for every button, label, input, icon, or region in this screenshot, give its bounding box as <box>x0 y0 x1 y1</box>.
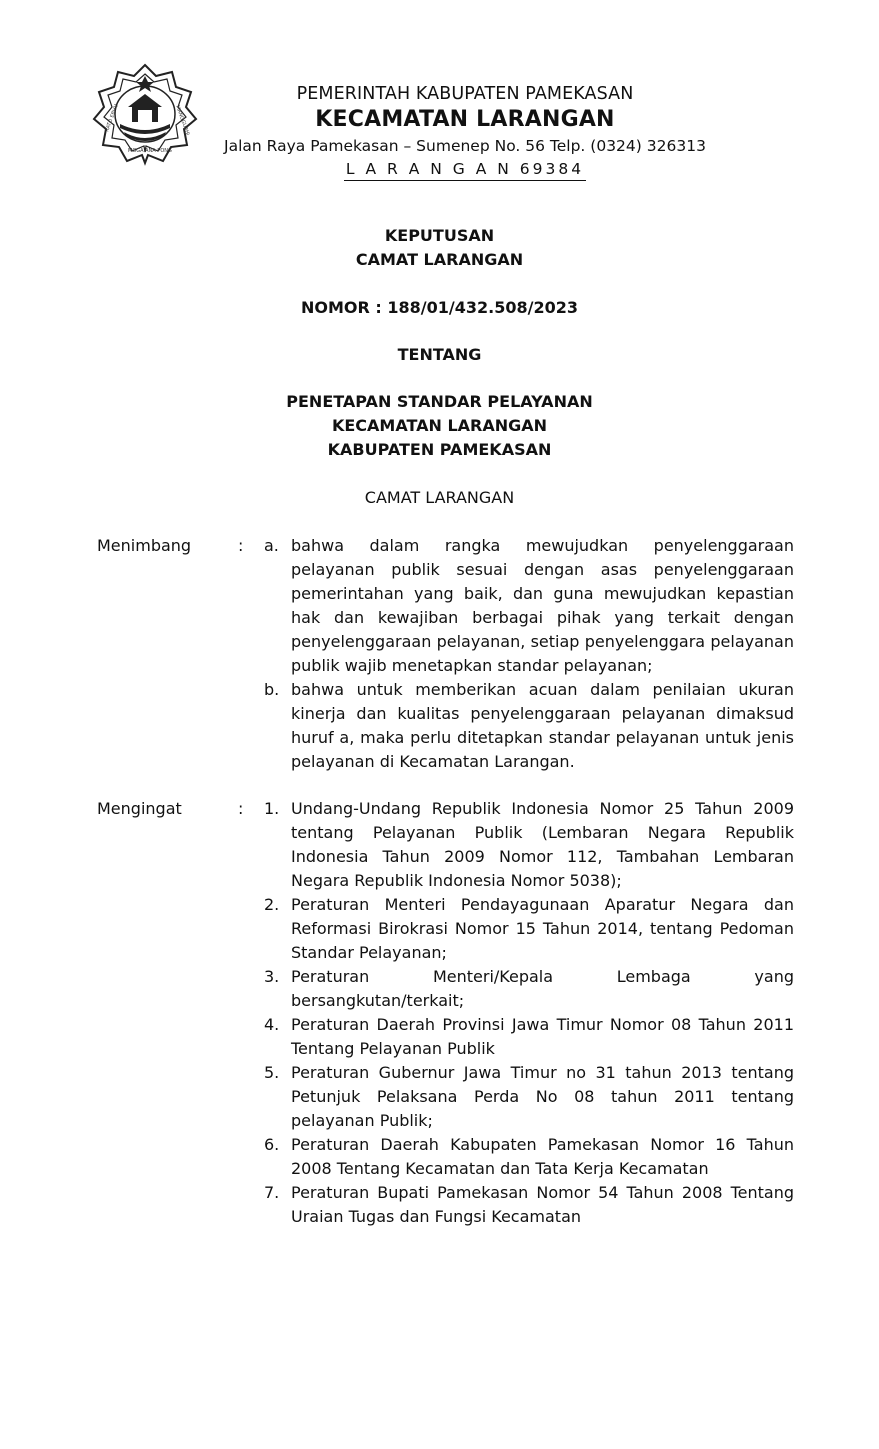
svg-text:RATO EBHU: RATO EBHU <box>104 103 120 133</box>
list-item-text: Peraturan Gubernur Jawa Timur no 31 tahun 2013 tentang Petunjuk Pelaksana Perda No 08 tahun 2011 tentang pelayanan Publik; <box>291 1063 794 1130</box>
svg-text:MOGA ANA PONG: MOGA ANA PONG <box>128 148 172 154</box>
list-item-text: Undang-Undang Republik Indonesia Nomor 25 Tahun 2009 tentang Pelayanan Publik (Lembaran Negara Republik Indonesia Tahun 2009 Nomor 112, Tambahan Lembaran Negara Republik Indonesia Nomor 5038); <box>291 799 794 890</box>
list-item <box>264 1061 794 1133</box>
decree-title-line2: CAMAT LARANGAN <box>355 250 524 269</box>
decree-title-line1: KEPUTUSAN <box>384 226 495 245</box>
list-item <box>264 797 794 893</box>
mengingat-list <box>264 797 794 1229</box>
list-item <box>264 678 794 774</box>
list-item-marker: 3. <box>264 967 280 986</box>
letterhead <box>200 82 730 181</box>
list-item <box>264 534 794 678</box>
list-item <box>264 893 794 965</box>
list-item <box>264 1181 794 1229</box>
decree-tentang: TENTANG <box>397 345 482 364</box>
decree-issuer: CAMAT LARANGAN <box>364 488 515 507</box>
decree-number: NOMOR : 188/01/432.508/2023 <box>301 298 578 317</box>
letterhead-address: Jalan Raya Pamekasan – Sumenep No. 56 Telp. (0324) 326313 <box>224 137 706 155</box>
decree-subject-line: KECAMATAN LARANGAN <box>331 416 548 435</box>
list-item-marker: 5. <box>264 1063 280 1082</box>
list-item-marker: 6. <box>264 1135 280 1154</box>
list-item-text: bahwa untuk memberikan acuan dalam penilaian ukuran kinerja dan kualitas penyelenggaraan pelayanan dimaksud huruf a, maka perlu ditetapkan standar pelayanan untuk jenis pelayanan di Kecamatan Larangan. <box>291 680 794 771</box>
menimbang-colon: : <box>238 536 244 555</box>
decree-subject <box>0 390 879 462</box>
letterhead-government: PEMERINTAH KABUPATEN PAMEKASAN <box>296 84 634 104</box>
list-item-text: bahwa dalam rangka mewujudkan penyelenggaraan pelayanan publik sesuai dengan asas penyelenggaraan pemerintahan yang baik, dan guna mewujudkan kepastian hak dan kewajiban berbagai pihak yang terkait dengan penyelenggaraan pelayanan, setiap penyelenggara pelayanan publik wajib menetapkan standar pelayanan; <box>291 536 794 675</box>
list-item-marker: 1. <box>264 799 280 818</box>
list-item-text: Peraturan Bupati Pamekasan Nomor 54 Tahun 2008 Tentang Uraian Tugas dan Fungsi Kecamatan <box>291 1183 794 1226</box>
svg-text:MANGGUBHI: MANGGUBHI <box>174 104 191 137</box>
list-item-text: Peraturan Daerah Provinsi Jawa Timur Nomor 08 Tahun 2011 Tentang Pelayanan Publik <box>291 1015 794 1058</box>
list-item-text: Peraturan Menteri/Kepala Lembaga yang bersangkutan/terkait; <box>291 967 794 1010</box>
pamekasan-emblem-icon <box>90 62 200 166</box>
list-item-text: Peraturan Menteri Pendayagunaan Aparatur Negara dan Reformasi Birokrasi Nomor 15 Tahun 2014, tentang Pedoman Standar Pelayanan; <box>291 895 794 962</box>
decree-title <box>0 224 879 272</box>
decree-subject-line: KABUPATEN PAMEKASAN <box>327 440 552 459</box>
letterhead-city: L A R A N G A N 69384 <box>344 158 586 181</box>
list-item-marker: 4. <box>264 1015 280 1034</box>
decree-subject-line: PENETAPAN STANDAR PELAYANAN <box>286 392 593 411</box>
letterhead-office: KECAMATAN LARANGAN <box>315 107 615 132</box>
list-item <box>264 1133 794 1181</box>
list-item-marker: 2. <box>264 895 280 914</box>
list-item-text: Peraturan Daerah Kabupaten Pamekasan Nomor 16 Tahun 2008 Tentang Kecamatan dan Tata Kerja Kecamatan <box>291 1135 794 1178</box>
list-item-marker: a. <box>264 536 279 555</box>
list-item <box>264 1013 794 1061</box>
menimbang-list <box>264 534 794 774</box>
mengingat-colon: : <box>238 799 244 818</box>
list-item-marker: b. <box>264 680 280 699</box>
list-item-marker: 7. <box>264 1183 280 1202</box>
menimbang-label: Menimbang <box>97 536 192 555</box>
mengingat-label: Mengingat <box>97 799 182 818</box>
list-item <box>264 965 794 1013</box>
